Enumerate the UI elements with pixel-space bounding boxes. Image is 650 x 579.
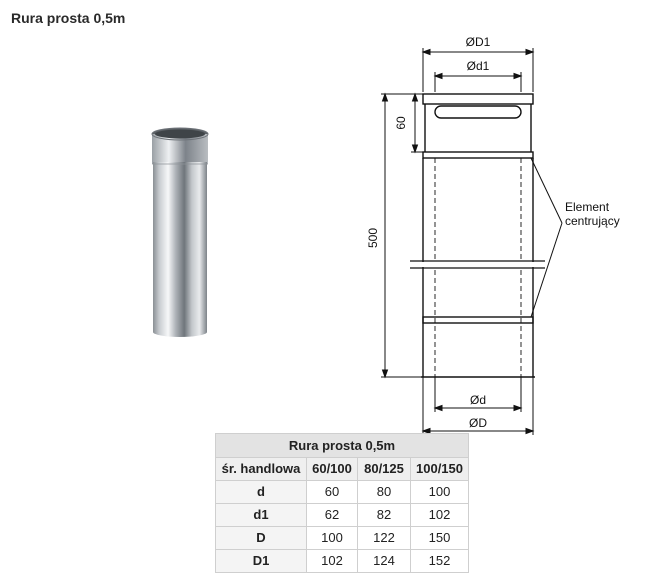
label-D: ØD [469,416,487,430]
table-cell: 62 [307,504,358,527]
table-cell: 100 [307,527,358,550]
label-60: 60 [394,116,408,130]
callout-line1: Element [565,200,610,214]
callout-line2: centrujący [565,214,620,228]
table-caption: Rura prosta 0,5m [216,434,469,458]
header-cell: 80/125 [358,458,411,481]
dimension-500 [381,94,423,377]
row-label: D1 [216,550,307,573]
label-d1: Ød1 [466,59,490,73]
row-label: D [216,527,307,550]
spec-table [215,433,469,573]
row-label: d1 [216,504,307,527]
table-header-row [216,458,469,481]
technical-drawing [355,30,645,440]
page-title: Rura prosta 0,5m [11,10,126,26]
dimension-60 [411,94,423,152]
table-row [216,550,469,573]
table-row [216,527,469,550]
row-label: d [216,481,307,504]
pipe-outline [421,94,535,377]
table-cell: 150 [411,527,469,550]
table-cell: 102 [411,504,469,527]
table-cell: 100 [411,481,469,504]
table-cell: 152 [411,550,469,573]
header-cell: 60/100 [307,458,358,481]
table-cell: 80 [358,481,411,504]
label-d: Ød [469,393,487,407]
table-cell: 124 [358,550,411,573]
pipe-photo [135,120,225,352]
table-row [216,504,469,527]
header-cell: 100/150 [411,458,469,481]
table-cell: 102 [307,550,358,573]
table-cell: 122 [358,527,411,550]
centring-element-callout [531,158,562,317]
label-D1: ØD1 [465,35,491,49]
table-cell: 82 [358,504,411,527]
label-500: 500 [366,227,380,249]
dimension-d1 [435,72,521,92]
header-cell: śr. handlowa [216,458,307,481]
table-row [216,481,469,504]
table-cell: 60 [307,481,358,504]
